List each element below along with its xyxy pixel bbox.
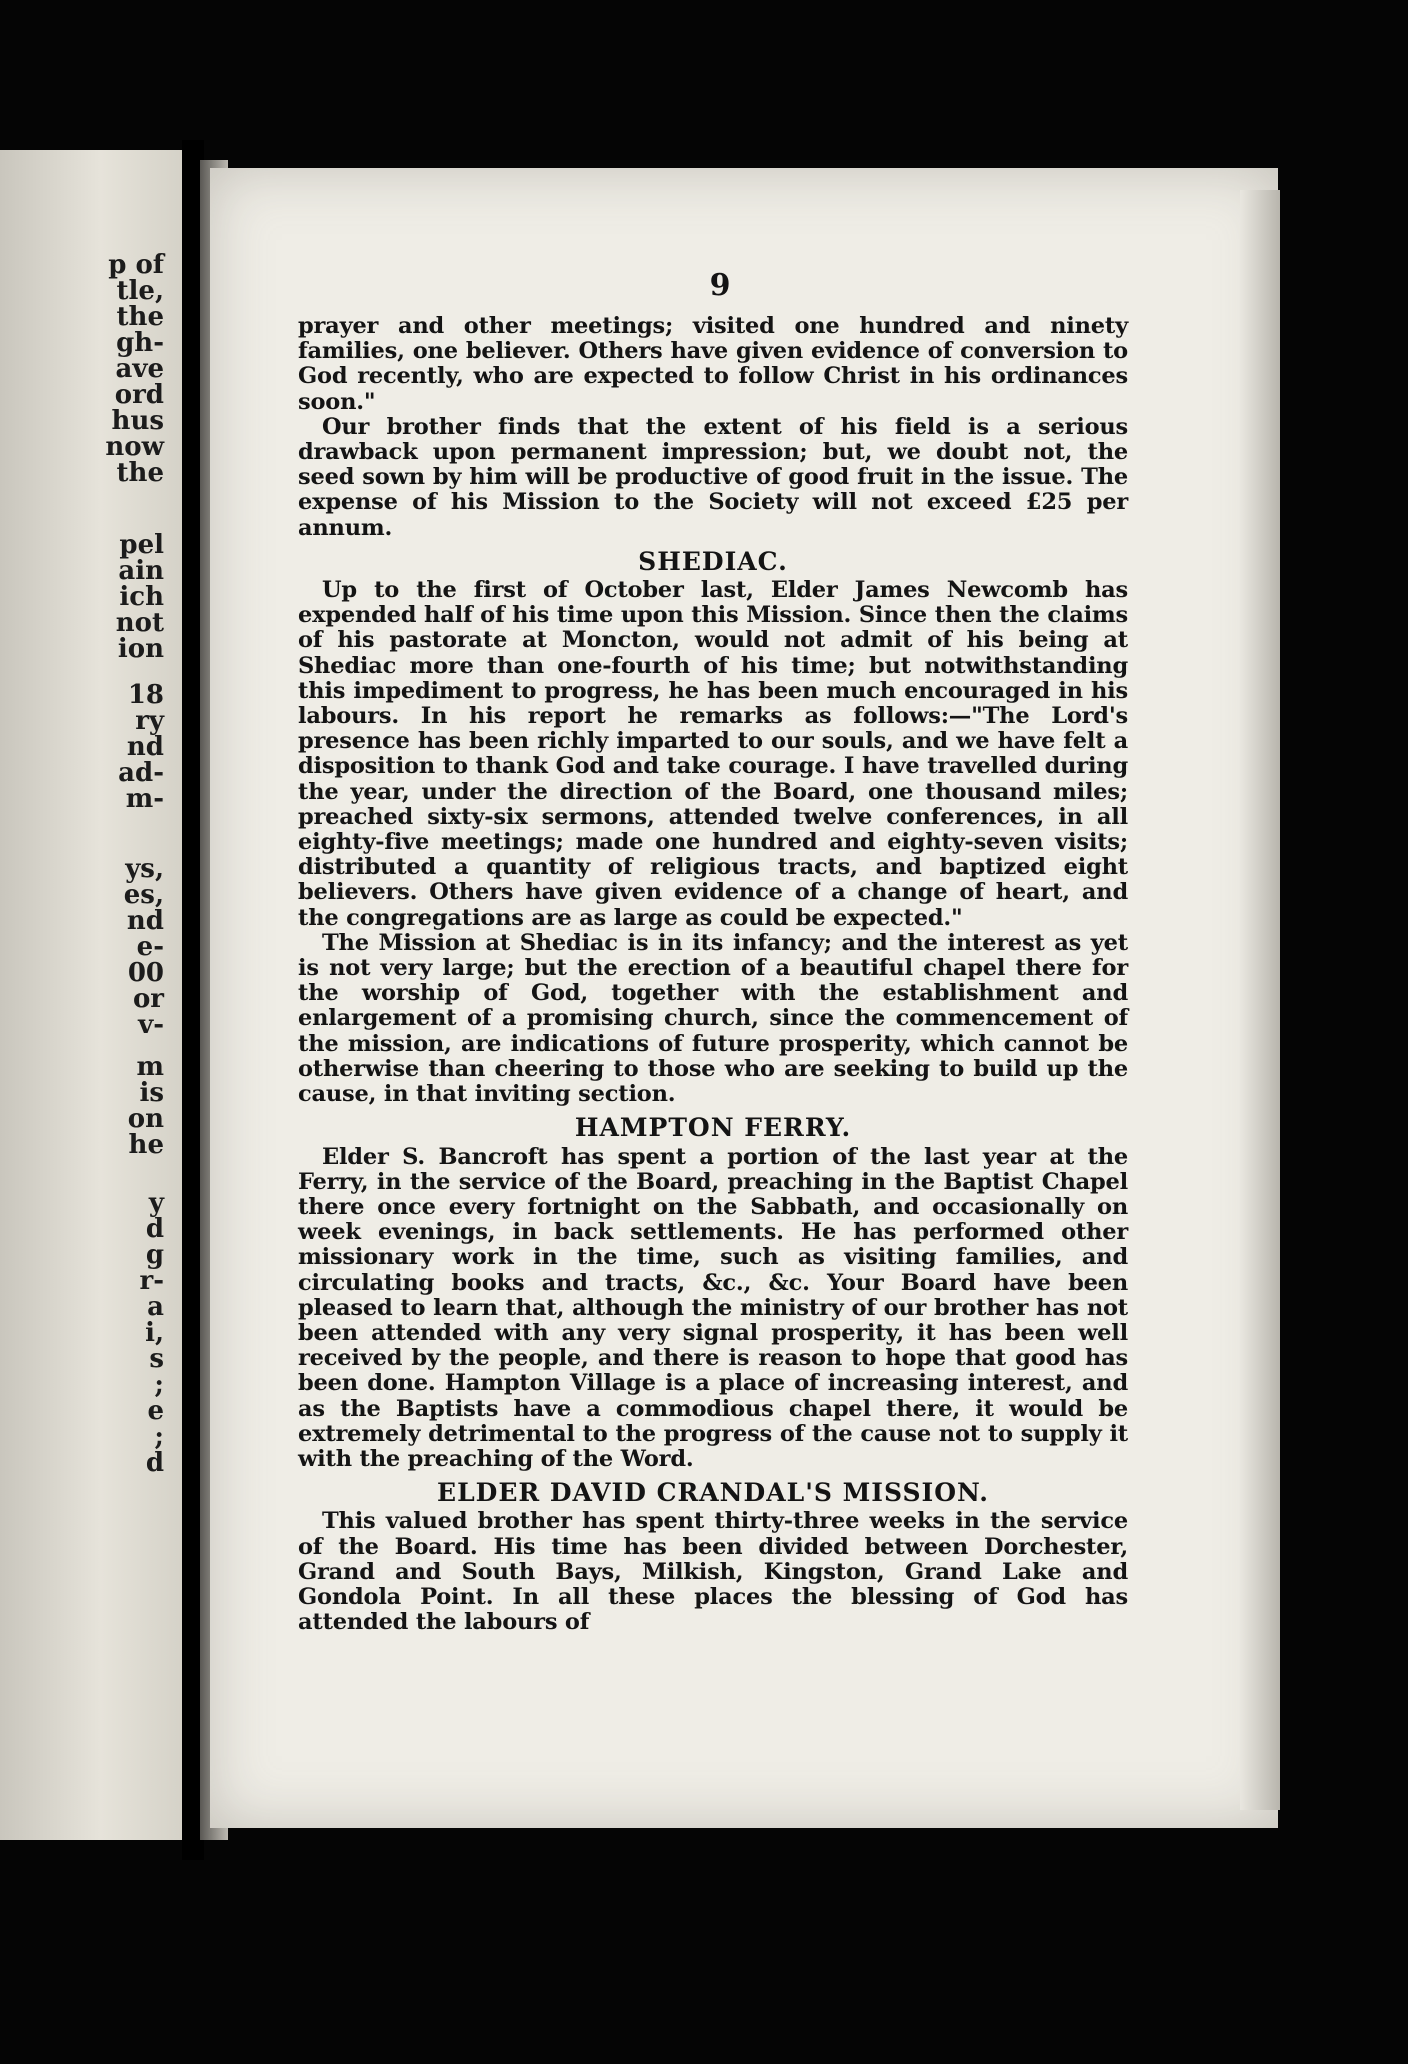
facing-page-line: i, — [145, 1318, 164, 1348]
facing-page-line: a — [147, 1292, 164, 1322]
page-body — [298, 260, 1128, 1635]
facing-page-line: e- — [136, 932, 164, 962]
facing-page-line: on — [127, 1104, 164, 1134]
facing-page-line: nd — [126, 906, 164, 936]
facing-page-line: p of — [108, 250, 164, 280]
body-paragraph: The Mission at Shediac is in its infancy; and the interest as yet is not very large; but the erection of a beautiful chapel there for the worship of God, together with the establishment and enlargement of a promising church, since the commencement of the mission, are indications of future prosperity, which cannot be otherwise than cheering to those who are seeking to build up the cause, in that inviting section. — [298, 929, 1128, 1108]
facing-page-line: v- — [138, 1010, 164, 1040]
facing-page-line: ys, — [125, 854, 164, 884]
facing-page-line: pel — [119, 530, 164, 560]
facing-page-line: d — [145, 1448, 164, 1478]
facing-page-line: or — [132, 984, 164, 1014]
facing-page-line: e — [147, 1396, 164, 1426]
section-heading: HAMPTON FERRY. — [574, 1113, 852, 1143]
section-heading: ELDER DAVID CRANDAL'S MISSION. — [437, 1478, 989, 1508]
facing-page-line: tle, — [116, 276, 164, 306]
facing-page-line: ry — [135, 706, 164, 736]
page-edge-shadow — [1240, 190, 1280, 1810]
facing-page-line: ion — [117, 634, 164, 664]
body-paragraph: Our brother finds that the extent of his field is a serious drawback upon permanent impression; but, we doubt not, the seed sown by him will be productive of good fruit in the issue. The expense of his Mission to the Society will not exceed £25 per annum. — [298, 413, 1128, 541]
facing-page-line: the — [116, 302, 164, 332]
facing-page-line: r- — [139, 1266, 164, 1296]
facing-page-line: es, — [123, 880, 164, 910]
body-paragraph: This valued brother has spent thirty-three weeks in the service of the Board. His time has been divided between Dorchester, Grand and South Bays, Milkish, Kingston, Grand Lake and Gondola Point. In all these places the blessing of God has attended the labours of — [298, 1508, 1128, 1636]
facing-page-line: g — [145, 1240, 164, 1270]
facing-page-line: ad- — [118, 758, 164, 788]
facing-page-line: ich — [119, 582, 164, 612]
facing-page-line: m — [136, 1052, 164, 1082]
body-paragraph: Up to the first of October last, Elder James Newcomb has expended half of his time upon this Mission. Since then the claims of his pastorate at Moncton, would not admit of his being at Shediac more than one-fourth of his time; but notwithstanding this impediment to progress, he has been much encouraged in his labours. In his report he remarks as follows:—"The Lord's presence has been richly imparted to our souls, and we have felt a disposition to thank God and take courage. I have travelled during the year, under the direction of the Board, one thousand miles; preached sixty-six sermons, attended twelve conferences, in all eighty-five meetings; made one hundred and eighty-seven visits; distributed a quantity of religious tracts, and baptized eight believers. Others have given evidence of a change of heart, and the congregations are as large as could be expected." — [298, 577, 1128, 931]
page-number: 9 — [709, 268, 731, 303]
facing-page-line: is — [139, 1078, 164, 1108]
facing-page-line: ord — [114, 380, 164, 410]
body-paragraph: Elder S. Bancroft has spent a portion of the last year at the Ferry, in the service of the Board, preaching in the Baptist Chapel there once every fortnight on the Sabbath, and occasionally on week evenings, in back settlements. He has performed other missionary work in the time, such as visiting families, and circulating books and tracts, &c., &c. Your Board have been pleased to learn that, although the ministry of our brother has not been attended with any very signal prosperity, it has been well received by the people, and there is reason to hope that good has been done. Hampton Village is a place of increasing interest, and as the Baptists have a commodious chapel there, it would be extremely detrimental to the progress of the cause not to supply it with the preaching of the Word. — [298, 1143, 1128, 1472]
facing-page-line: hus — [111, 406, 164, 436]
facing-page-line: nd — [126, 732, 164, 762]
facing-page-line: ; — [154, 1370, 164, 1400]
facing-page-line: m- — [125, 784, 164, 814]
facing-page-line: ain — [118, 556, 164, 586]
facing-page-line: y — [148, 1188, 164, 1218]
facing-page-line: gh- — [116, 328, 164, 358]
body-paragraph: prayer and other meetings; visited one hundred and ninety families, one believer. Others have given evidence of conversion to God recently, who are expected to follow Christ in his ordinances soon." — [298, 313, 1128, 415]
section-heading: SHEDIAC. — [638, 546, 788, 576]
facing-page-line: now — [105, 432, 164, 462]
facing-page-line: the — [116, 458, 164, 488]
facing-page-line: ; — [154, 1422, 164, 1452]
facing-page-line: 18 — [127, 680, 164, 710]
facing-page-line: 00 — [127, 958, 164, 988]
facing-page-line: s — [149, 1344, 164, 1374]
facing-page-line: d — [145, 1214, 164, 1244]
facing-page-fragment — [0, 150, 182, 1840]
facing-page-line: not — [115, 608, 164, 638]
facing-page-line: ave — [115, 354, 164, 384]
facing-page-line: he — [128, 1130, 164, 1160]
